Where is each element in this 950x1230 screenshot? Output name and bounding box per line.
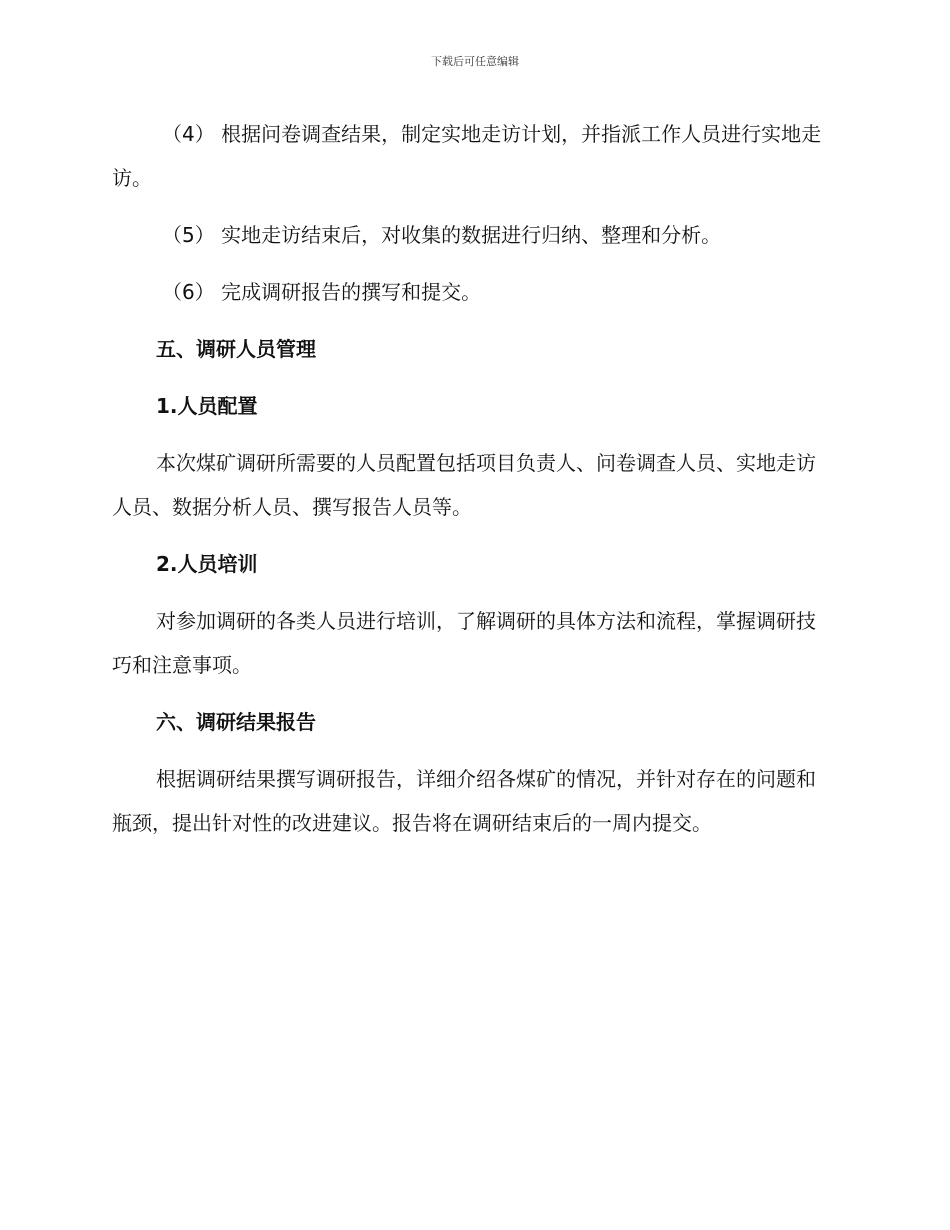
step-5-paragraph: （5） 实地走访结束后，对收集的数据进行归纳、整理和分析。 xyxy=(162,223,722,247)
subsection-1-paragraph: 本次煤矿调研所需要的人员配置包括项目负责人、问卷调查人员、实地走访人员、数据分析人员、撰写报告人员等。 xyxy=(112,451,816,519)
section-5-heading: 五、调研人员管理 xyxy=(156,337,316,361)
step-6-paragraph: （6） 完成调研报告的撰写和提交。 xyxy=(162,280,482,304)
subsection-2-heading: 2.人员培训 xyxy=(156,552,258,576)
subsection-1-heading: 1.人员配置 xyxy=(156,394,258,418)
section-6-paragraph: 根据调研结果撰写调研报告，详细介绍各煤矿的情况，并针对存在的问题和瓶颈，提出针对性的改进建议。报告将在调研结束后的一周内提交。 xyxy=(112,767,816,835)
document-body xyxy=(112,112,834,858)
subsection-2-paragraph: 对参加调研的各类人员进行培训，了解调研的具体方法和流程，掌握调研技巧和注意事项。 xyxy=(112,609,816,677)
step-4-paragraph: （4） 根据问卷调查结果，制定实地走访计划，并指派工作人员进行实地走访。 xyxy=(112,122,822,190)
section-6-heading: 六、调研结果报告 xyxy=(156,710,316,734)
page-header: 下载后可任意编辑 xyxy=(431,55,519,68)
